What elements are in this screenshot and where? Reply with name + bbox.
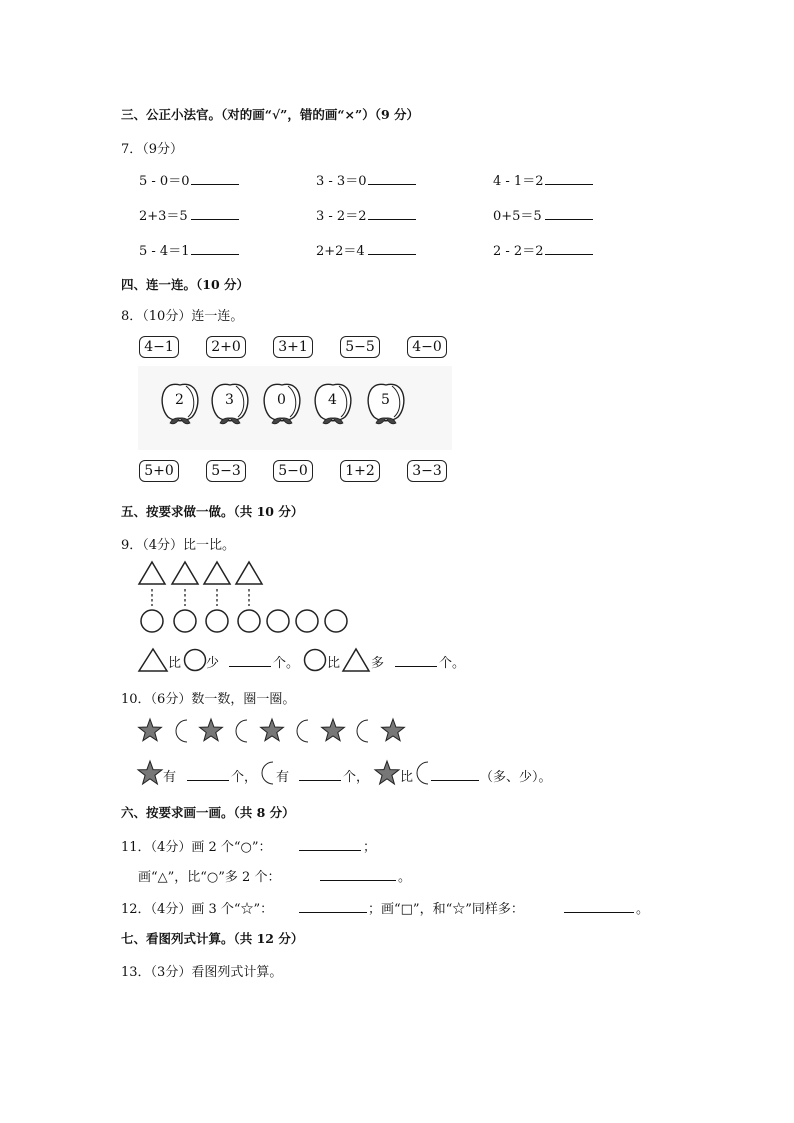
q7-equation: 3 - 2＝2 — [316, 209, 367, 224]
star-shape[interactable] — [261, 719, 284, 741]
top-expression-box[interactable]: 5−5 — [340, 336, 380, 358]
q10-tail-text: （多、少）。 — [480, 770, 552, 785]
q9-unit-b: 个。 — [439, 656, 466, 671]
peach-number: 4 — [328, 392, 337, 408]
q7-equation: 0+5＝5 — [493, 209, 542, 224]
q7-equation: 5 - 4＝1 — [139, 244, 190, 259]
moon-shape[interactable] — [357, 720, 368, 742]
section-6-title: 六、按要求画一画。（共 8 分） — [121, 805, 295, 820]
star-shape[interactable] — [200, 719, 223, 741]
q7-equation: 2+2＝4 — [316, 244, 365, 259]
question-11-line-2: 画“△”，比“○”多 2 个： — [138, 870, 281, 885]
question-12-label: 12．（4分）画 3 个“☆”： — [121, 902, 274, 917]
q7-equation: 5 - 0＝0 — [139, 174, 190, 189]
peach-number: 5 — [381, 392, 390, 408]
question-7-label: 7．（9分） — [121, 142, 184, 157]
q11-answer-blank-circles[interactable] — [299, 838, 361, 851]
q11-answer-blank-triangles[interactable] — [320, 868, 396, 881]
star-icon — [137, 760, 163, 786]
star-shape[interactable] — [382, 719, 405, 741]
q10-answer-blank-stars[interactable] — [187, 768, 229, 781]
bottom-expression-box[interactable]: 3−3 — [407, 460, 447, 482]
q7-equation: 2+3＝5 — [139, 209, 188, 224]
moon-shape[interactable] — [176, 720, 187, 742]
top-expression-box[interactable]: 4−0 — [407, 336, 447, 358]
q12-answer-blank-squares[interactable] — [564, 900, 634, 913]
bottom-expression-box[interactable]: 5−0 — [273, 460, 313, 482]
q10-unit-a: 个， — [231, 770, 258, 785]
top-expression-box[interactable]: 3+1 — [273, 336, 313, 358]
q10-compare-text: 比 — [400, 770, 414, 785]
moon-shape[interactable] — [297, 720, 308, 742]
star-shape[interactable] — [139, 719, 162, 741]
q10-answer-blank-moons[interactable] — [299, 768, 341, 781]
q9-more-text: 多 — [371, 656, 385, 671]
q7-equation: 3 - 3＝0 — [316, 174, 367, 189]
q12-end: 。 — [636, 902, 650, 917]
q9-compare-text-a: 比 — [168, 656, 182, 671]
q12-answer-blank-stars[interactable] — [299, 900, 367, 913]
peach-number: 3 — [225, 392, 234, 408]
top-expression-box[interactable]: 4−1 — [139, 336, 179, 358]
question-10-label: 10．（6分）数一数，圈一圈。 — [121, 692, 296, 707]
moon-shape[interactable] — [236, 720, 247, 742]
question-13-label: 13．（3分）看图列式计算。 — [121, 965, 283, 980]
q10-unit-b: 个， — [343, 770, 370, 785]
q11-line-2-end: 。 — [398, 870, 412, 885]
q12-middle-text: ；画“□”，和“☆”同样多： — [368, 902, 524, 917]
section-5-title: 五、按要求做一做。（共 10 分） — [121, 504, 304, 519]
q10-have-text-b: 有 — [276, 770, 290, 785]
q11-end: ； — [363, 840, 377, 855]
q7-equation: 4 - 1＝2 — [493, 174, 544, 189]
section-7-title: 七、看图列式计算。（共 12 分） — [121, 931, 304, 946]
question-9-label: 9．（4分）比一比。 — [121, 538, 236, 553]
q10-have-text-a: 有 — [163, 770, 177, 785]
star-shape[interactable] — [322, 719, 345, 741]
peach-number: 2 — [175, 392, 184, 408]
q9-less-text: 少 — [206, 656, 220, 671]
q9-compare-text-b: 比 — [327, 656, 341, 671]
bottom-expression-box[interactable]: 5+0 — [139, 460, 179, 482]
top-expression-box[interactable]: 2+0 — [206, 336, 246, 358]
bottom-expression-box[interactable]: 5−3 — [206, 460, 246, 482]
q10-answer-blank-compare[interactable] — [431, 768, 479, 781]
q9-unit-a: 个。 — [273, 656, 300, 671]
question-8-label: 8．（10分）连一连。 — [121, 309, 244, 324]
star-icon — [374, 760, 400, 786]
section-4-title: 四、连一连。（10 分） — [121, 277, 249, 292]
peach-number: 0 — [277, 392, 286, 408]
q7-equation: 2 - 2＝2 — [493, 244, 544, 259]
bottom-expression-box[interactable]: 1+2 — [340, 460, 380, 482]
question-11-label: 11．（4分）画 2 个“○”： — [121, 840, 272, 855]
section-3-title: 三、公正小法官。（对的画“√”，错的画“×”）（9 分） — [121, 107, 419, 122]
